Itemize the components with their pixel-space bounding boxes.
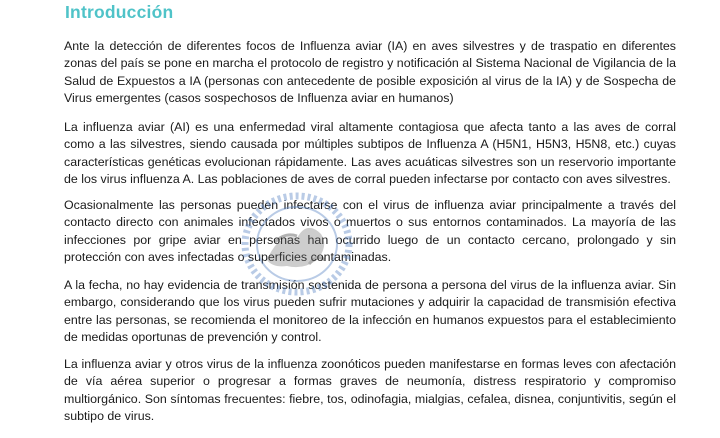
paragraph-1: Ante la detección de diferentes focos de Influenza aviar (IA) en aves silvestres y de traspatio en diferentes zonas del país se pone en marcha el protocolo de registro y notificación al Sistema Nacional de Vigilancia de la Salud de Expuestos a IA (personas con antecedente de posible exposición al virus de la IA) y de Sospecha de Virus emergentes (casos sospechosos de Influenza aviar en humanos) (64, 39, 676, 106)
paragraph-3: Ocasionalmente las personas pueden infectarse con el virus de influenza aviar principalmente a través del contacto directo con animales infectados vivos o muertos o sus entornos contaminados. La mayoría de las infecciones por gripe aviar en personas han ocurrido luego de un contacto cercano, prolongado y sin protección con aves infectadas o superficies contaminadas. (64, 198, 676, 265)
paragraph-5: La influenza aviar y otros virus de la influenza zoonóticos pueden manifestarse en formas leves con afectación de vía aérea superior o progresar a formas graves de neumonía, distress respiratorio y compromiso multiorgánico. Son síntomas frecuentes: fiebre, tos, odinofagia, mialgias, cefalea, disnea, conjuntivitis, según el subtipo de virus. (64, 357, 676, 424)
paragraph-2: La influenza aviar (AI) es una enfermedad viral altamente contagiosa que afecta tanto a las aves de corral como a las silvestres, siendo causada por múltiples subtipos de Influenza A (H5N1, H5N3, H5N8, etc.) cuyas características genéticas evolucionan rápidamente. Las aves acuáticas silvestres son un reservorio importante de los virus influenza A. Las poblaciones de aves de corral pueden infectarse por contacto con aves silvestres. (64, 120, 676, 187)
seal-watermark-icon (205, 190, 355, 300)
paragraph-4: A la fecha, no hay evidencia de transmisión sostenida de persona a persona del virus de la influenza aviar. Sin embargo, considerando que los virus pueden sufrir mutaciones y adquirir la capacidad de transmisión efectiva entre las personas, se recomienda el monitoreo de la infección en humanos expuestos para el establecimiento de medidas oportunas de prevención y control. (64, 278, 676, 345)
section-heading: Introducción (65, 2, 174, 22)
